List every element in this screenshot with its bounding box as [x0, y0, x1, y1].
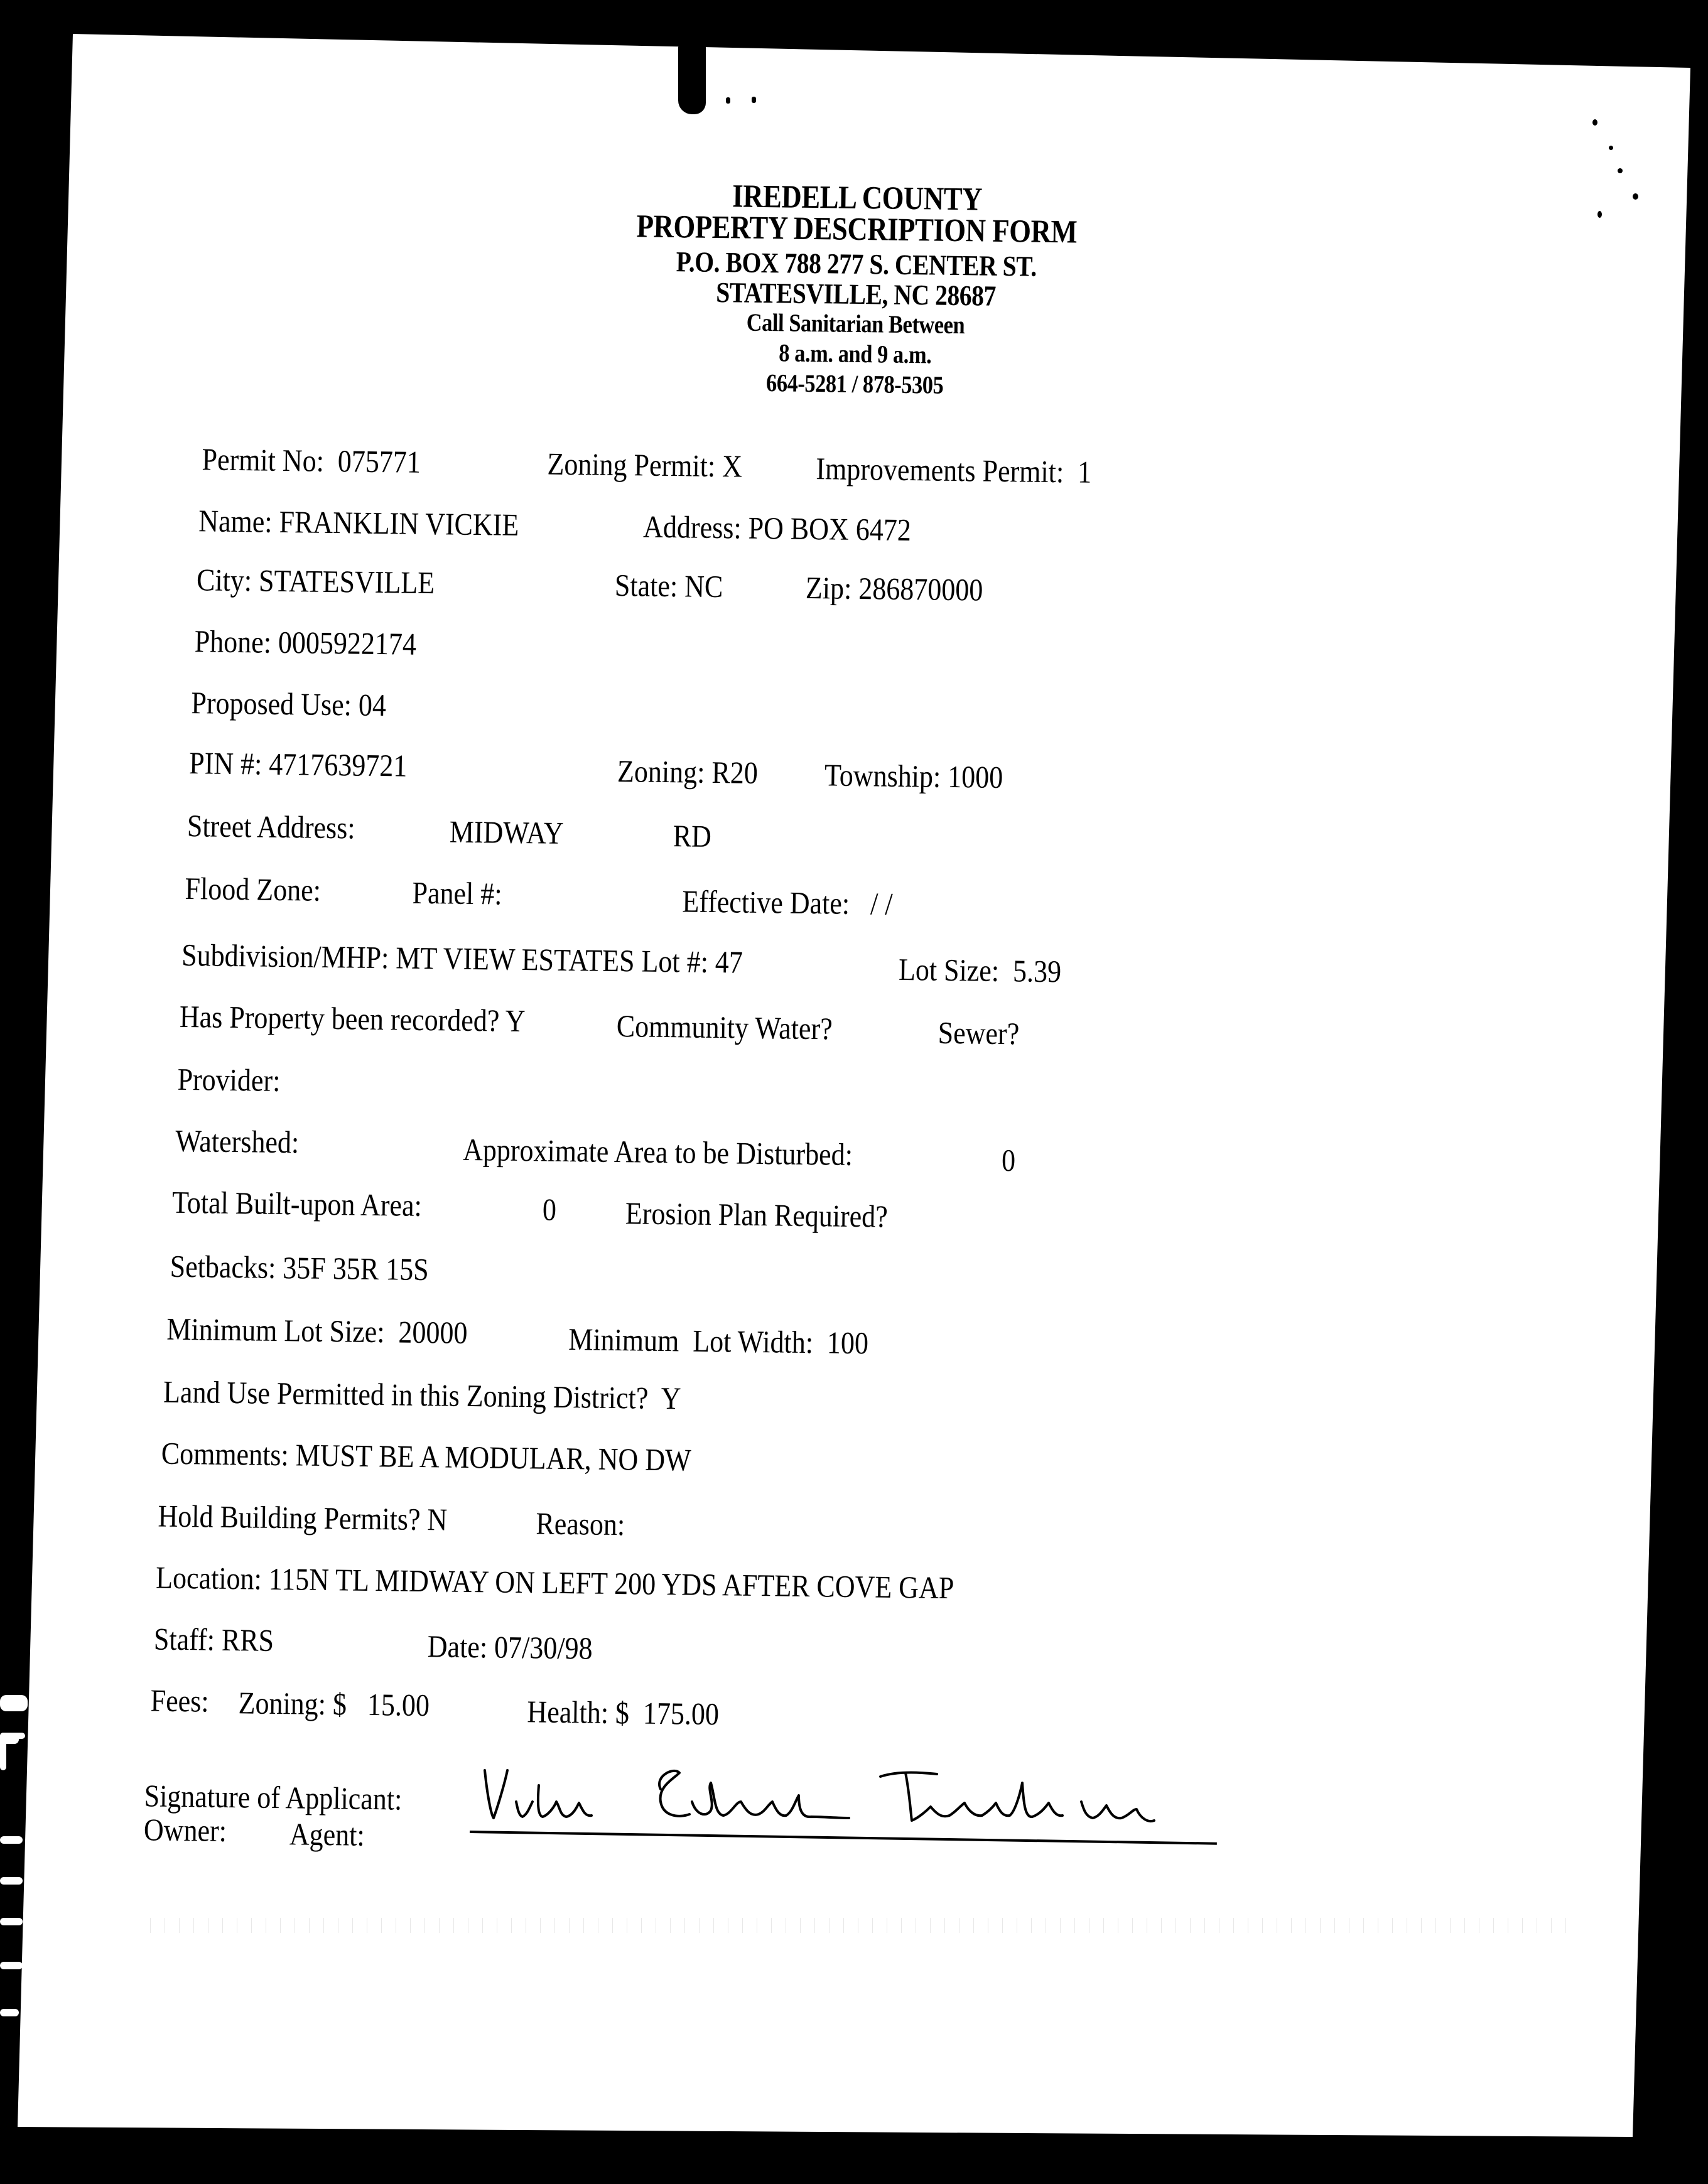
erosion-plan-field — [625, 1197, 889, 1232]
applicant-signature — [472, 1758, 1219, 1827]
office-phones: 664-5281 / 878-5305 — [765, 368, 944, 399]
value: N — [427, 1502, 448, 1537]
label: Subdivision/MHP: — [181, 937, 389, 976]
value: 04 — [358, 687, 387, 723]
call-instructions: Call Sanitarian Between — [746, 308, 965, 340]
label: Phone: — [194, 623, 272, 660]
fees-label: Fees: — [150, 1682, 209, 1719]
agent-label: Agent: — [289, 1816, 365, 1853]
land-use-field — [163, 1376, 681, 1414]
label: Provider: — [177, 1061, 281, 1099]
label: Panel #: — [412, 874, 502, 912]
label: Flood Zone: — [185, 870, 322, 908]
value: PO BOX 6472 — [748, 510, 912, 548]
label: Zip: — [805, 569, 852, 606]
value: 100 — [826, 1325, 869, 1361]
signature-label: Signature of Applicant: — [144, 1778, 403, 1817]
sewer-field — [938, 1014, 1020, 1052]
value: R20 — [711, 754, 759, 790]
label: Staff: — [153, 1621, 215, 1657]
street-name: MIDWAY — [449, 814, 564, 851]
label: Street Address: — [186, 808, 355, 846]
value: 5.39 — [1012, 953, 1062, 989]
form-title: PROPERTY DESCRIPTION FORM — [636, 208, 1078, 250]
label: Community Water? — [616, 1008, 833, 1046]
label: Proposed Use: — [191, 685, 352, 723]
lot-no-value: 47 — [715, 944, 743, 980]
pin-field — [189, 747, 408, 782]
value: NC — [684, 568, 723, 605]
comments-field — [161, 1435, 691, 1478]
label: Watershed: — [175, 1122, 300, 1160]
value: MUST BE A MODULAR, NO DW — [295, 1437, 691, 1478]
name-field — [198, 505, 519, 541]
value: RRS — [221, 1622, 274, 1658]
label: Effective Date: — [682, 883, 850, 921]
area-disturbed-value: 0 — [1001, 1143, 1016, 1178]
hold-permits-field — [158, 1500, 447, 1536]
label: Approximate Area to be Disturbed: — [462, 1131, 853, 1172]
zoning-field — [617, 755, 758, 788]
label: Minimum Lot Width: — [568, 1321, 814, 1360]
provider-field — [177, 1061, 281, 1099]
label: Erosion Plan Required? — [625, 1195, 889, 1234]
label: Address: — [642, 508, 742, 546]
effective-date-field — [682, 883, 893, 922]
built-upon-area-value: 0 — [542, 1192, 557, 1227]
subdivision-field — [181, 939, 743, 978]
area-disturbed-field — [462, 1131, 853, 1172]
improvements-permit-field — [816, 453, 1091, 488]
value: 0005922174 — [278, 624, 417, 662]
label: Land Use Permitted in this Zoning District? — [163, 1374, 649, 1416]
label: PIN #: — [188, 745, 262, 782]
panel-field — [412, 874, 502, 912]
zoning-permit-field — [547, 446, 743, 484]
value: 15.00 — [367, 1686, 430, 1723]
street-suffix: RD — [673, 818, 712, 854]
label: Setbacks: — [170, 1248, 276, 1285]
recorded-field — [179, 998, 526, 1039]
label: Zoning: $ — [238, 1685, 347, 1722]
signature-scribble — [472, 1758, 1219, 1827]
min-lot-size-field — [166, 1313, 468, 1348]
label: City: — [196, 562, 252, 598]
value: STATESVILLE — [258, 562, 435, 601]
label: Comments: — [161, 1435, 289, 1473]
township-field — [824, 759, 1003, 793]
value: X — [722, 448, 743, 484]
address-field — [643, 510, 911, 546]
office-city: STATESVILLE, NC 28687 — [715, 276, 997, 312]
value: 4717639721 — [269, 746, 408, 783]
value: Y — [661, 1380, 681, 1416]
value: Y — [505, 1003, 526, 1039]
value: / / — [870, 886, 893, 922]
community-water-field — [617, 1010, 833, 1044]
label: Sewer? — [938, 1014, 1020, 1052]
reason-field — [536, 1507, 625, 1540]
label: Improvements Permit: — [816, 451, 1064, 490]
value: 20000 — [398, 1314, 468, 1350]
date-field — [428, 1630, 593, 1664]
value: 1 — [1077, 454, 1092, 490]
label: Lot Size: — [898, 951, 1000, 988]
watershed-field — [175, 1122, 300, 1160]
label: State: — [614, 567, 678, 604]
label: Name: — [198, 503, 273, 539]
label: Total Built-upon Area: — [171, 1184, 423, 1223]
location-field — [155, 1559, 954, 1606]
label: Health: $ — [527, 1694, 630, 1731]
value: 075771 — [337, 443, 421, 480]
office-address: P.O. BOX 788 277 S. CENTER ST. — [676, 245, 1037, 282]
staff-field — [153, 1621, 274, 1658]
lot-no-label: Lot #: — [641, 943, 709, 979]
label: Location: — [155, 1559, 262, 1596]
value: MT VIEW ESTATES — [395, 940, 635, 979]
value: 35F 35R 15S — [283, 1250, 430, 1288]
lot-size-field — [898, 951, 1062, 989]
city-field — [196, 562, 435, 601]
flood-zone-field — [185, 870, 322, 908]
value: 07/30/98 — [494, 1629, 593, 1666]
zoning-fee-field — [238, 1687, 430, 1721]
min-lot-width-field — [568, 1321, 869, 1361]
call-hours: 8 a.m. and 9 a.m. — [779, 338, 932, 369]
proposed-use-field — [191, 687, 386, 721]
value: 286870000 — [858, 570, 983, 608]
county-title: IREDELL COUNTY — [732, 178, 983, 218]
value: 1000 — [947, 758, 1003, 795]
setbacks-field — [170, 1248, 430, 1288]
value: FRANKLIN VICKIE — [279, 503, 519, 542]
street-address-field — [186, 808, 355, 846]
label: Township: — [824, 757, 941, 794]
permit-no-field — [202, 443, 421, 478]
value: 115N TL MIDWAY ON LEFT 200 YDS AFTER COVE GAP — [268, 1561, 954, 1606]
phone-field — [194, 625, 416, 660]
label: Hold Building Permits? — [158, 1498, 421, 1537]
built-upon-area-field — [172, 1186, 422, 1221]
health-fee-field — [527, 1694, 720, 1732]
zip-field — [805, 569, 983, 608]
label: Zoning: — [617, 753, 705, 790]
label: Minimum Lot Size: — [166, 1311, 385, 1350]
label: Zoning Permit: — [547, 446, 716, 483]
label: Permit No: — [202, 441, 325, 478]
label: Reason: — [536, 1505, 625, 1542]
owner-label: Owner: — [143, 1812, 227, 1848]
state-field — [614, 567, 723, 605]
value: 175.00 — [642, 1695, 720, 1732]
label: Date: — [427, 1628, 488, 1665]
label: Has Property been recorded? — [179, 998, 500, 1038]
